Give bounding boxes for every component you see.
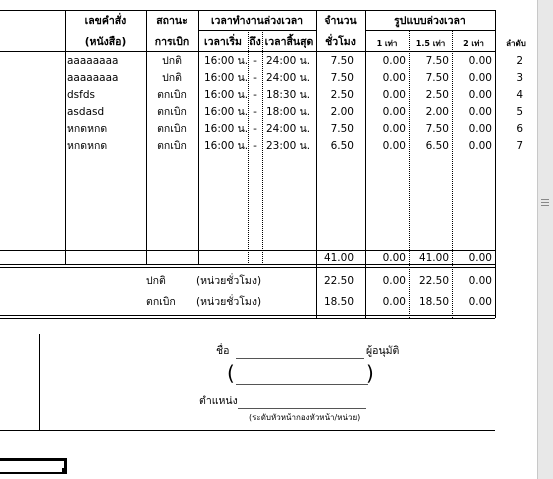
- cell-doc: asdasd: [67, 106, 105, 118]
- cell-status: ตกเบิก: [157, 140, 187, 152]
- vertical-scrollbar[interactable]: [537, 0, 553, 479]
- header-start: เวลาเริ่ม: [204, 36, 242, 48]
- cell-status: ตกเบิก: [157, 106, 187, 118]
- signature-bottom-border: [0, 430, 495, 431]
- totals-bottom-border-2: [0, 267, 495, 268]
- ot-format-subheader-line: [365, 30, 495, 31]
- cell-doc: dsfds: [67, 89, 95, 101]
- cell-seq: 2: [516, 55, 523, 67]
- cell-start: 16:00 น.: [204, 89, 249, 101]
- cell-status: ตกเบิก: [157, 123, 187, 135]
- scrollbar-grip-icon: [541, 199, 549, 200]
- cell-x1: 0.00: [382, 140, 406, 152]
- summary-normal-1-5x: 22.50: [418, 275, 449, 287]
- cell-x2: 0.00: [468, 55, 492, 67]
- scrollbar-grip-icon: [541, 202, 549, 203]
- cell-doc: หกดหกด: [67, 140, 108, 152]
- header-seq: ลำดับ: [506, 39, 526, 48]
- cell-x15: 7.50: [425, 123, 449, 135]
- cell-hours: 6.50: [330, 140, 354, 152]
- resize-handle[interactable]: [62, 468, 67, 473]
- cell-x2: 0.00: [468, 89, 492, 101]
- header-2x: 2 เท่า: [463, 39, 484, 48]
- cell-x15: 7.50: [425, 55, 449, 67]
- cell-end: 18:30 น.: [266, 89, 311, 101]
- signature-divider: [39, 334, 40, 430]
- signature-paren-close: ): [366, 361, 374, 385]
- summary-normal-2x: 0.00: [468, 275, 492, 287]
- header-ot-format: รูปแบบล่วงเวลา: [394, 15, 466, 27]
- total-2x: 0.00: [468, 252, 492, 264]
- cell-x15: 2.50: [425, 89, 449, 101]
- selection-box[interactable]: [0, 458, 67, 474]
- cell-dash: -: [253, 89, 257, 101]
- cell-x2: 0.00: [468, 106, 492, 118]
- summary-backpay-unit: (หน่วยชั่วโมง): [196, 296, 262, 308]
- ot-time-subheader-line: [198, 30, 316, 31]
- header-status-sub: การเบิก: [154, 36, 190, 48]
- cell-start: 16:00 น.: [204, 55, 249, 67]
- signature-fullname-line: [236, 384, 368, 385]
- cell-x1: 0.00: [382, 89, 406, 101]
- cell-end: 24:00 น.: [266, 72, 311, 84]
- header-ot-time: เวลาทำงานล่วงเวลา: [210, 15, 304, 27]
- header-doc-no: เลขคำสั่ง: [84, 15, 127, 27]
- signature-position-label: ตำแหน่ง: [199, 395, 238, 407]
- total-hours: 41.00: [323, 252, 354, 264]
- cell-end: 24:00 น.: [266, 55, 311, 67]
- summary-backpay-hours: 18.50: [323, 296, 354, 308]
- cell-x2: 0.00: [468, 140, 492, 152]
- signature-position-note: (ระดับหัวหน้ากองหัวหน้า/หน่วย): [249, 413, 361, 422]
- cell-x1: 0.00: [382, 106, 406, 118]
- cell-seq: 5: [516, 106, 523, 118]
- cell-hours: 7.50: [330, 55, 354, 67]
- header-amount: จำนวน: [324, 15, 357, 27]
- header-1-5x: 1.5 เท่า: [415, 39, 446, 48]
- summary-bottom-border: [0, 315, 495, 316]
- cell-x15: 6.50: [425, 140, 449, 152]
- summary-normal-1x: 0.00: [382, 275, 406, 287]
- signature-name-line: [236, 358, 364, 359]
- cell-hours: 7.50: [330, 72, 354, 84]
- cell-start: 16:00 น.: [204, 140, 249, 152]
- cell-status: ปกติ: [162, 55, 182, 67]
- cell-x1: 0.00: [382, 55, 406, 67]
- cell-end: 23:00 น.: [266, 140, 311, 152]
- cell-status: ปกติ: [162, 72, 182, 84]
- cell-doc: aaaaaaaa: [67, 72, 119, 84]
- col-line-right: [495, 10, 496, 318]
- summary-backpay-1-5x: 18.50: [418, 296, 449, 308]
- table-top-border: [0, 10, 495, 11]
- signature-paren-open: (: [227, 361, 235, 385]
- summary-backpay-2x: 0.00: [468, 296, 492, 308]
- cell-dash: -: [253, 55, 257, 67]
- header-amount-sub: ชั่วโมง: [325, 36, 356, 48]
- cell-x2: 0.00: [468, 123, 492, 135]
- cell-seq: 4: [516, 89, 523, 101]
- cell-dash: -: [253, 140, 257, 152]
- header-1x: 1 เท่า: [376, 39, 398, 48]
- cell-hours: 2.50: [330, 89, 354, 101]
- signature-position-line: [238, 408, 366, 409]
- col-line-dotted: [262, 30, 263, 265]
- cell-end: 18:00 น.: [266, 106, 311, 118]
- signature-name-label: ชื่อ: [216, 345, 230, 357]
- total-1-5x: 41.00: [418, 252, 449, 264]
- cell-dash: -: [253, 72, 257, 84]
- cell-start: 16:00 น.: [204, 123, 249, 135]
- cell-x15: 2.00: [425, 106, 449, 118]
- summary-backpay-label: ตกเบิก: [146, 296, 176, 308]
- cell-x1: 0.00: [382, 72, 406, 84]
- cell-end: 24:00 น.: [266, 123, 311, 135]
- signature-approver-label: ผู้อนุมัติ: [366, 345, 400, 357]
- header-end: เวลาสิ้นสุด: [264, 36, 314, 48]
- summary-normal-label: ปกติ: [146, 275, 166, 287]
- cell-status: ตกเบิก: [157, 89, 187, 101]
- cell-dash: -: [253, 123, 257, 135]
- scrollbar-grip-icon: [541, 205, 549, 206]
- cell-hours: 2.00: [330, 106, 354, 118]
- summary-normal-unit: (หน่วยชั่วโมง): [196, 275, 262, 287]
- header-to: ถึง: [249, 36, 261, 48]
- cell-seq: 6: [516, 123, 523, 135]
- cell-seq: 7: [516, 140, 523, 152]
- cell-seq: 3: [516, 72, 523, 84]
- cell-x15: 7.50: [425, 72, 449, 84]
- cell-start: 16:00 น.: [204, 72, 249, 84]
- header-doc-no-sub: (หนังสือ): [84, 36, 127, 48]
- cell-x2: 0.00: [468, 72, 492, 84]
- cell-start: 16:00 น.: [204, 106, 249, 118]
- total-1x: 0.00: [382, 252, 406, 264]
- cell-hours: 7.50: [330, 123, 354, 135]
- cell-doc: หกดหกด: [67, 123, 108, 135]
- summary-backpay-1x: 0.00: [382, 296, 406, 308]
- cell-doc: aaaaaaaa: [67, 55, 119, 67]
- cell-x1: 0.00: [382, 123, 406, 135]
- summary-bottom-border-2: [0, 318, 495, 319]
- cell-dash: -: [253, 106, 257, 118]
- summary-normal-hours: 22.50: [323, 275, 354, 287]
- header-status: สถานะ: [156, 15, 188, 27]
